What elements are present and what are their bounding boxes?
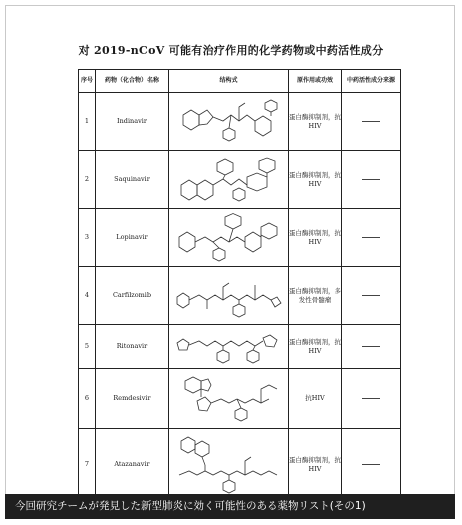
structure-cell bbox=[169, 93, 289, 151]
structure-diagram bbox=[173, 433, 285, 497]
row-number: 4 bbox=[79, 267, 96, 325]
empty-dash bbox=[362, 237, 380, 238]
empty-dash bbox=[362, 179, 380, 180]
drug-name: Indinavir bbox=[96, 93, 169, 151]
original-use: 抗HIV bbox=[289, 369, 342, 429]
row-number: 2 bbox=[79, 151, 96, 209]
structure-cell bbox=[169, 151, 289, 209]
original-use: 蛋白酶抑制剂，抗HIV bbox=[289, 325, 342, 369]
row-number: 1 bbox=[79, 93, 96, 151]
empty-dash bbox=[362, 121, 380, 122]
tcm-source bbox=[342, 267, 401, 325]
drug-name: Ritonavir bbox=[96, 325, 169, 369]
table-row bbox=[79, 151, 401, 209]
original-use: 蛋白酶抑制剂，抗HIV bbox=[289, 429, 342, 501]
document-frame bbox=[5, 5, 455, 519]
header-no: 序号 bbox=[79, 70, 96, 93]
drug-name: Carfilzomib bbox=[96, 267, 169, 325]
structure-diagram bbox=[173, 329, 285, 365]
original-use: 蛋白酶抑制剂，抗HIV bbox=[289, 151, 342, 209]
row-number: 6 bbox=[79, 369, 96, 429]
empty-dash bbox=[362, 295, 380, 296]
structure-diagram bbox=[173, 155, 285, 205]
empty-dash bbox=[362, 346, 380, 347]
header-original-use: 原作用或功效 bbox=[289, 70, 342, 93]
drug-name: Remdesivir bbox=[96, 369, 169, 429]
table-row bbox=[79, 209, 401, 267]
structure-cell bbox=[169, 325, 289, 369]
structure-diagram bbox=[173, 97, 285, 147]
row-number: 7 bbox=[79, 429, 96, 501]
empty-dash bbox=[362, 398, 380, 399]
tcm-source bbox=[342, 93, 401, 151]
structure-diagram bbox=[173, 213, 285, 263]
structure-cell bbox=[169, 369, 289, 429]
structure-diagram bbox=[173, 271, 285, 321]
table-row bbox=[79, 325, 401, 369]
tcm-source bbox=[342, 325, 401, 369]
header-name: 药物（化合物）名称 bbox=[96, 70, 169, 93]
table-title: 对 2019-nCoV 可能有治疗作用的化学药物或中药活性成分 bbox=[78, 44, 384, 57]
table-row bbox=[79, 429, 401, 501]
drug-name: Saquinavir bbox=[96, 151, 169, 209]
structure-cell bbox=[169, 209, 289, 267]
table-header-row bbox=[79, 70, 401, 93]
drug-name: Atazanavir bbox=[96, 429, 169, 501]
original-use: 蛋白酶抑制剂，抗HIV bbox=[289, 209, 342, 267]
structure-cell bbox=[169, 429, 289, 501]
drug-name: Lopinavir bbox=[96, 209, 169, 267]
table-row bbox=[79, 369, 401, 429]
tcm-source bbox=[342, 209, 401, 267]
image-caption: 今回研究チームが発見した新型肺炎に効く可能性のある薬物リスト(その1) bbox=[5, 494, 455, 519]
tcm-source bbox=[342, 151, 401, 209]
row-number: 3 bbox=[79, 209, 96, 267]
row-number: 5 bbox=[79, 325, 96, 369]
tcm-source bbox=[342, 429, 401, 501]
table-row bbox=[79, 93, 401, 151]
drug-table bbox=[78, 69, 401, 501]
structure-diagram bbox=[173, 373, 285, 425]
header-tcm-source: 中药活性成分来源 bbox=[342, 70, 401, 93]
header-structure: 结构式 bbox=[169, 70, 289, 93]
empty-dash bbox=[362, 464, 380, 465]
structure-cell bbox=[169, 267, 289, 325]
original-use: 蛋白酶抑制剂，多发性骨髓瘤 bbox=[289, 267, 342, 325]
table-row bbox=[79, 267, 401, 325]
original-use: 蛋白酶抑制剂，抗HIV bbox=[289, 93, 342, 151]
tcm-source bbox=[342, 369, 401, 429]
